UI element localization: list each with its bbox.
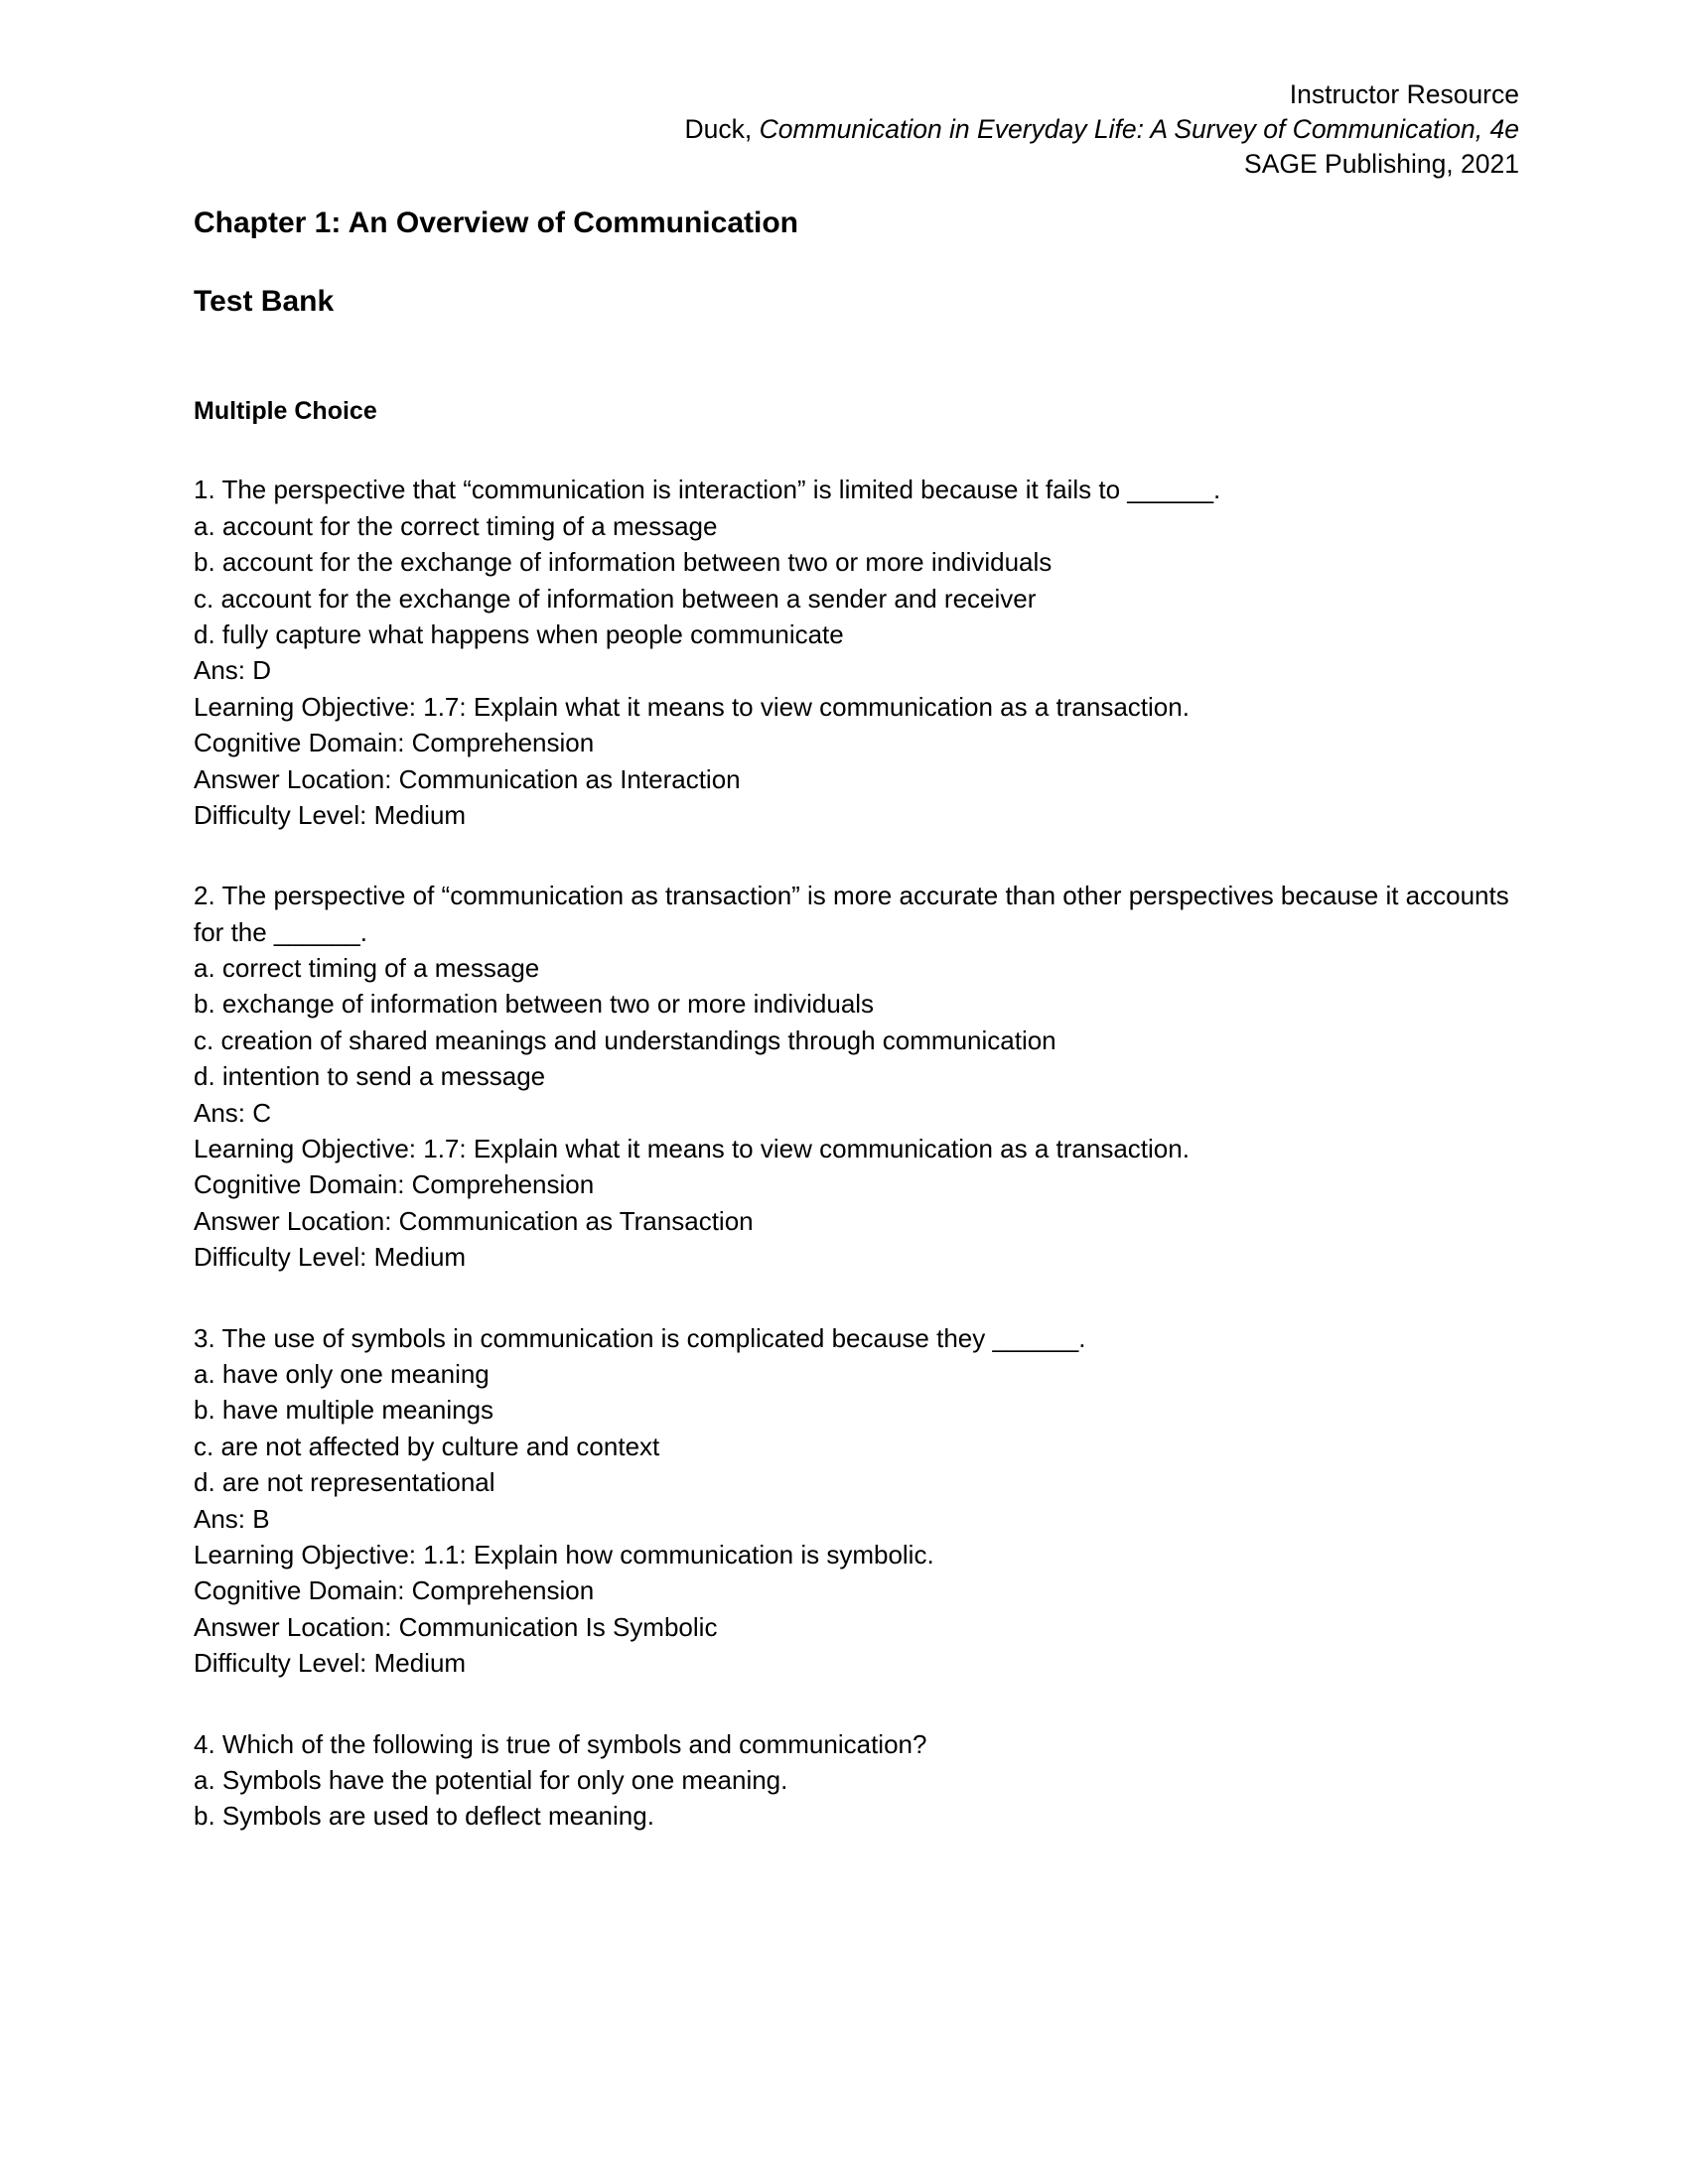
question-option: b. account for the exchange of information between two or more individuals bbox=[194, 547, 1053, 578]
question-option: d. are not representational bbox=[194, 1467, 495, 1498]
question-learning-objective: Learning Objective: 1.7: Explain what it means to view communication as a transaction. bbox=[194, 1134, 1190, 1164]
page-title: Chapter 1: An Overview of Communication bbox=[194, 205, 798, 239]
header-book-title: Communication in Everyday Life: A Survey of Communication, 4e bbox=[759, 113, 1519, 144]
question-stem: 4. Which of the following is true of symbols and communication? bbox=[194, 1728, 927, 1759]
question-difficulty-level: Difficulty Level: Medium bbox=[194, 1648, 467, 1679]
question-option: b. Symbols are used to deflect meaning. bbox=[194, 1801, 654, 1832]
question-cognitive-domain: Cognitive Domain: Comprehension bbox=[194, 728, 595, 758]
question-option: a. have only one meaning bbox=[194, 1359, 490, 1389]
header-line-book-citation bbox=[194, 112, 1519, 147]
question-stem: 1. The perspective that “communication is interaction” is limited because it fails to ______. bbox=[194, 475, 1221, 505]
question-answer-location: Answer Location: Communication as Interaction bbox=[194, 763, 741, 794]
question-cognitive-domain: Cognitive Domain: Comprehension bbox=[194, 1575, 595, 1606]
question-learning-objective: Learning Objective: 1.7: Explain what it means to view communication as a transaction. bbox=[194, 691, 1190, 722]
question-difficulty-level: Difficulty Level: Medium bbox=[194, 1242, 467, 1273]
question-answer: Ans: B bbox=[194, 1503, 270, 1534]
question-option: b. exchange of information between two or more individuals bbox=[194, 989, 875, 1020]
question-option: a. account for the correct timing of a message bbox=[194, 510, 718, 541]
question-option: a. correct timing of a message bbox=[194, 953, 540, 984]
question-answer-location: Answer Location: Communication as Transaction bbox=[194, 1205, 754, 1236]
header-author: Duck, bbox=[684, 113, 760, 144]
question-item bbox=[194, 472, 1539, 833]
question-answer: Ans: D bbox=[194, 655, 272, 686]
document-subtitle: Test Bank bbox=[194, 284, 335, 318]
header-line-instructor-resource: Instructor Resource bbox=[1289, 79, 1519, 109]
page-header bbox=[194, 77, 1539, 182]
question-difficulty-level: Difficulty Level: Medium bbox=[194, 799, 467, 830]
question-learning-objective: Learning Objective: 1.1: Explain how communication is symbolic. bbox=[194, 1539, 934, 1570]
question-option: d. intention to send a message bbox=[194, 1061, 546, 1092]
question-option: b. have multiple meanings bbox=[194, 1395, 494, 1426]
question-cognitive-domain: Cognitive Domain: Comprehension bbox=[194, 1169, 595, 1200]
header-line-publisher: SAGE Publishing, 2021 bbox=[1244, 148, 1519, 179]
question-stem: 2. The perspective of “communication as transaction” is more accurate than other perspectives because it accounts for the ______. bbox=[194, 881, 1509, 947]
question-item bbox=[194, 1726, 1539, 1835]
question-option: c. account for the exchange of information between a sender and receiver bbox=[194, 583, 1037, 614]
question-option: a. Symbols have the potential for only one meaning. bbox=[194, 1764, 788, 1795]
question-option: c. creation of shared meanings and understandings through communication bbox=[194, 1024, 1056, 1055]
question-item bbox=[194, 1320, 1539, 1682]
question-stem: 3. The use of symbols in communication is complicated because they ______. bbox=[194, 1322, 1086, 1353]
question-item bbox=[194, 878, 1539, 1275]
question-option: d. fully capture what happens when people communicate bbox=[194, 618, 844, 649]
question-option: c. are not affected by culture and context bbox=[194, 1431, 660, 1461]
question-answer-location: Answer Location: Communication Is Symbolic bbox=[194, 1611, 718, 1642]
question-answer: Ans: C bbox=[194, 1097, 272, 1128]
section-heading-multiple-choice: Multiple Choice bbox=[194, 396, 377, 425]
